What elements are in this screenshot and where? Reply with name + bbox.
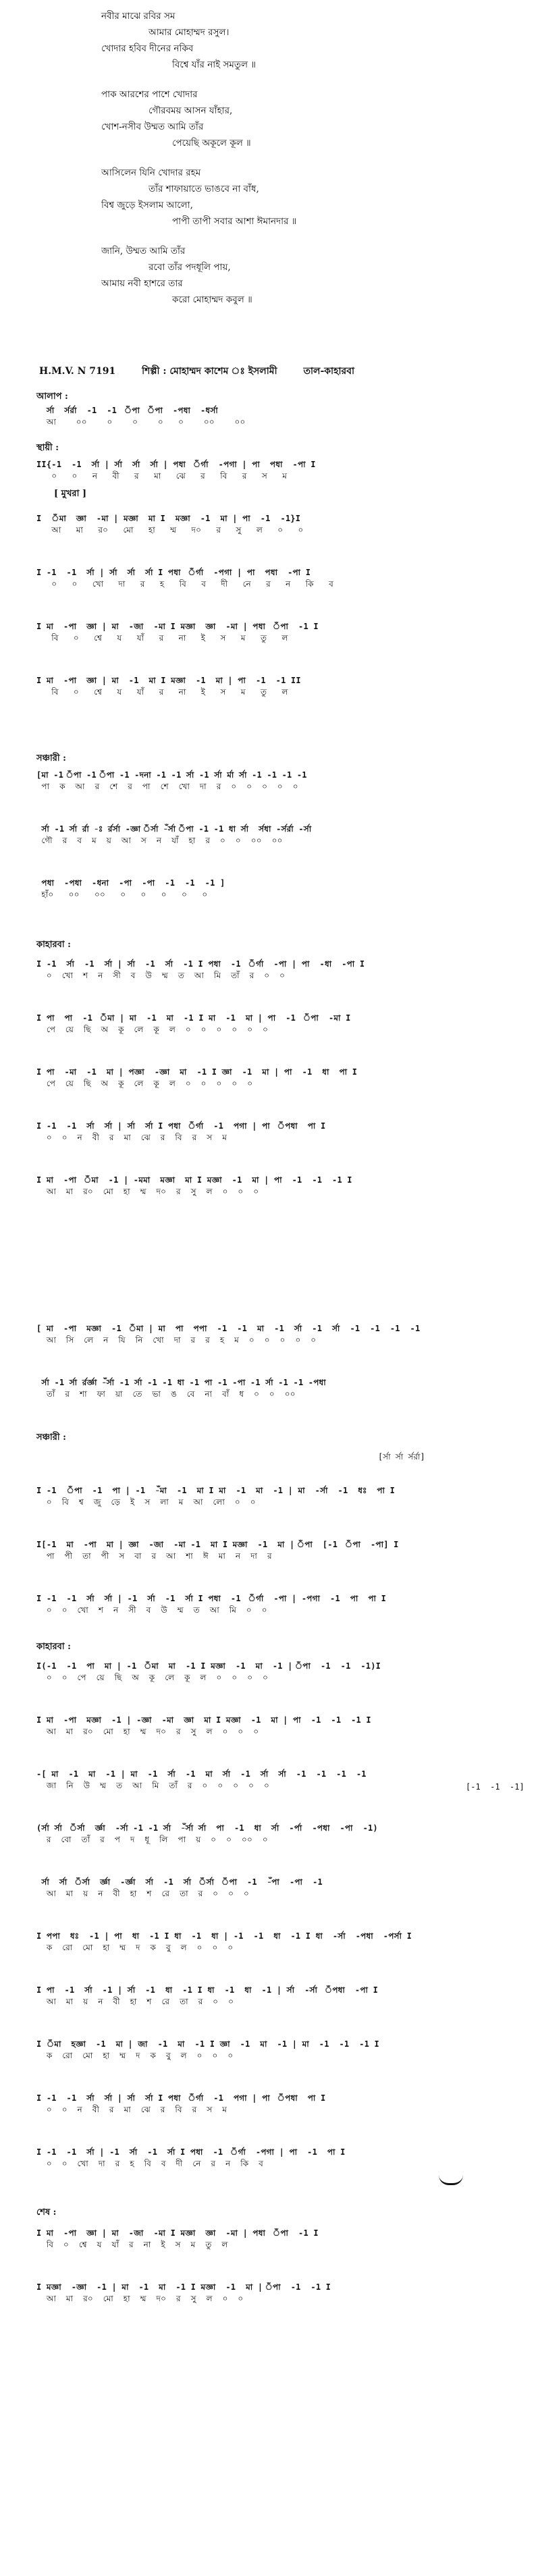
swara-line: র্সা -1 র্সা র্রা -ঃ র্রর্সা -জ্ঞা ঁর্সা -ঁর্সা ঁপা -1 -1 ধা র্সা র্সধা -র্সর্রা -র্সা [36, 824, 312, 834]
swara-line: I মা -পা জ্ঞা | মা -জা -মা I মজ্ঞা জ্ঞা -মা | পধা ঁপা -1 I [36, 2228, 319, 2238]
notation-row [36, 2147, 509, 2170]
swara-line: I[-1 মা -পা মা | জ্ঞা -জা -মা -1 মা I মজ্ঞা -1 মা | ঁপা [-1 ঁপা -পা] I [36, 1540, 399, 1549]
syllable-line: হাঁ০ ০০ ০০ ০ ০ ০ ০ ০ [36, 890, 208, 899]
swara-line: (র্সা র্সা ঁর্সা র্জ্ঞা -র্সা -1 -1 র্সা -ঁর্সা র্সা পা -1 ধা র্সা -র্পা -পধা -পা -1) [36, 1823, 378, 1833]
notation-row [36, 1823, 509, 1846]
syllable-line: ক রো মো হা ম্ম দ ক বু ল ০ ০ ০ [36, 1943, 234, 1952]
notation-row [36, 1377, 509, 1400]
swara-line: I -1 র্সা -1 র্সা | র্সা -1 র্সা -1 I পধা -1 ঁর্গা -পা | পা -ধা -পা I [36, 959, 365, 969]
notation-row [36, 405, 509, 428]
swara-line: I পপা ধঃ -1 | পা ধা -1 I ধা -1 ধা | -1 -1 ধা -1 I ধা -র্সা -পধা -পর্সা I [36, 1931, 412, 1941]
lyric-line: তাঁর শাফায়াতে ভাঙবে না বাঁধ, [148, 184, 259, 194]
swara-line: I মা -পা জ্ঞা | মা -জা -মা I মজ্ঞা জ্ঞা -মা | পধা ঁপা -1 I [36, 622, 319, 631]
notation-row [36, 2039, 509, 2062]
syllable-line: বি ০ শ্বে য যাঁ র না ই স ম তু ল [36, 687, 288, 697]
notation-row [36, 567, 509, 590]
notation-row [36, 1485, 509, 1508]
notation-row [36, 770, 509, 793]
syllable-line: ০ ০ খো দা র হ বি ব দী নে র ন কি ব [36, 2159, 264, 2168]
notation-row [36, 1323, 509, 1346]
record-number: H.M.V. N 7191 [39, 366, 116, 377]
syllable-line: আ ০০ ০ ০ ০ ০ ০০ ০০ [36, 417, 246, 427]
tala-name: তাল-কাহারবা [303, 366, 355, 377]
syllable-line: আ মা য় ন বী হা শ রে তা র ০ ০ [36, 1997, 234, 2006]
lyric-line: আমায় নবী হাশরে তার [101, 278, 183, 289]
swara-line: পধা -পধা -ধনা -পা -পা -1 -1 -1 ] [36, 878, 225, 888]
syllable-line: ০ খো শ ন সী ব উ ম্ম ত আ মি তাঁ র ০ ০ [36, 971, 286, 980]
notation-row [36, 1769, 509, 1792]
notation-row [36, 675, 509, 698]
lyric-line: গৌরবময় আসন যাঁহার, [148, 105, 233, 116]
syllable-line: ০ ০ ন বী র মা ঝে র বি র স ম [36, 471, 288, 481]
lyric-line: বিশ্ব জুড়ে ইসলাম আলো, [101, 200, 193, 211]
syllable-line: ০ ০ পে য়ে ছি অ কূ লে কূ ল ০ ০ ০ ০ [36, 1673, 269, 1682]
lyric-line: আমার মোহাম্মদ রসুল। [148, 27, 230, 38]
syllable-line: ০ ০ খো দা র হ বি ব দী নে র ন কি ব [36, 579, 333, 589]
swara-line: র্সা -1 র্সা র্রর্জ্ঞা -ঁর্সা -1 র্সা -1 -1 ধা -1 পা -1 -পা -1 র্সা -1 -1 -পধা [36, 1378, 326, 1387]
singer-credit: শিল্পী : মোহাম্মদ কাশেম ঃ ইসলামী [142, 366, 277, 377]
swara-line: I -1 -1 র্সা | -1 র্সা -1 র্সা I পধা -1 ঁর্গা -পগা | পা -1 পা I [36, 2147, 346, 2157]
swara-line: I পা -1 র্সা -1 | র্সা -1 ধা -1 I ধা -1 ধা -1 | র্সা -র্সা ঁপধা -পা I [36, 1985, 379, 1995]
lyric-line: জানি, উম্মত আমি তাঁর [101, 246, 186, 257]
swara-line: I -1 -1 র্সা র্সা | -1 র্সা -1 র্সা I পধা -1 ঁর্গা -পা | -পগা -1 পা পা I [36, 1594, 387, 1603]
swara-line: I পা পা -1 ঁমা | মা -1 মা -1 I মা -1 মা | পা -1 ঁপা -মা I [36, 1013, 351, 1023]
swara-line: -[ মা -1 মা -1 | মা -1 র্সা -1 মা র্সা -1 র্সা র্সা -1 -1 -1 -1 [36, 1769, 367, 1779]
syllable-line: আ মা র০ মো হা ম্ম দ০ র সু ল ০ ০ [36, 2294, 244, 2303]
syllable-line: পা পী তা পী স বা র আ শা ঈ মা ন দা র [36, 1551, 272, 1561]
syllable-line: আ মা র০ মো হা ম্ম দ০ র সু ল ০ ০ ০ [36, 1727, 259, 1736]
swara-line: I -1 -1 র্সা র্সা | র্সা র্সা I পধা ঁর্গা -1 পগা | পা ঁপধা পা I [36, 1121, 326, 1131]
notation-row [36, 2228, 509, 2251]
notation-row [36, 824, 509, 847]
notation-row [36, 621, 509, 644]
notation-row [36, 1539, 509, 1562]
lyric-line: খোশ-নসীব উম্মত আমি তাঁর [101, 122, 204, 132]
notation-row [36, 2093, 509, 2116]
bracket-note-2: [-1 -1 -1] [466, 1782, 524, 1792]
syllable-line: ০ বি শ্ব জু ড়ে ই স লা ম আ লো ০ ০ [36, 1497, 256, 1507]
lyric-block [101, 8, 506, 321]
lyric-line: করো মোহাম্মদ কবুল ॥ [172, 294, 252, 305]
notation-row [36, 878, 509, 901]
lyric-line: খোদার হবিব দীনের নকিব [101, 43, 194, 54]
lyric-line: নবীর মাঝে রবির সম [101, 11, 176, 22]
notation-row [36, 1877, 509, 1900]
notation-row [36, 1985, 509, 2008]
swara-line: I পা -মা -1 মা | পজ্ঞা -জ্ঞা মা -1 I জ্ঞা -1 মা | পা -1 ধা পা I [36, 1067, 358, 1077]
lyric-stanza [101, 8, 506, 73]
syllable-line: গৌ র ব ম য় আ স ন যাঁ হা র ০ ০ ০০ ০০ [36, 836, 283, 845]
syllable-line: আ সি লে ন যি নি খো দা র র হ ম ০ ০ ০ ০ ০ [36, 1335, 317, 1345]
section-sanchari: সঞ্চারী : [36, 753, 66, 763]
syllable-line: বি ০ শ্বে য যাঁ র না ই স ম তু ল [36, 633, 288, 643]
section-antara2: কাহারবা : [36, 1642, 71, 1652]
lyric-line: পাক আরশের পাশে খোদার [101, 89, 198, 100]
section-alap: আলাপ : [36, 392, 68, 402]
syllable-line: জা নি উ ম্ম ত আ মি তাঁ র ০ ০ ০ ০ ০ [36, 1781, 269, 1790]
lyric-line: আসিলেন যিনি খোদার রহম [101, 167, 201, 178]
notation-row [36, 1931, 509, 1954]
notation-row [36, 2282, 509, 2305]
swara-line: র্সা র্সর্রা -1 -1 ঁপা ঁপা -পধা -ধর্সা [36, 406, 218, 415]
section-sanchari-2: সঞ্চারী : [36, 1432, 66, 1443]
swara-line: I মজ্ঞা -জ্ঞা -1 | মা -1 মা -1 I মজ্ঞা -1 মা | ঁপা -1 -1 I [36, 2282, 331, 2292]
swara-line: I -1 -1 র্সা | র্সা র্সা র্সা I পধা ঁর্গা -পগা | পা পধা -পা I [36, 568, 311, 577]
syllable-line: বি ০ শ্বে য যাঁ র না ই স ম তু ল [36, 2240, 228, 2249]
syllable-line: পে য়ে ছি অ কূ লে কূ ল ০ ০ ০ ০ ০ ০ [36, 1025, 269, 1034]
swara-line: I মা -পা জ্ঞা | মা -1 মা I মজ্ঞা -1 মা | পা -1 -1 II [36, 676, 301, 685]
lyric-line: বিশ্বে যাঁর নাই সমতুল ॥ [172, 59, 256, 70]
syllable-line: আ মা র০ মো হা ম্ম দ০ র সু ল ০ ০ ০ [36, 1187, 259, 1196]
syllable-line: ০ ০ খো শ ন সী ব উ ম্ম ত আ মি ০ ০ [36, 1605, 267, 1615]
syllable-line: আ মা র০ মো হা ম্ম দ০ র সু ল ০ ০ [36, 525, 304, 535]
swara-line: [ মা -পা মজ্ঞা -1 ঁমা | মা পা পপা -1 -1 মা -1 র্সা -1 র্সা -1 -1 -1 -1 [36, 1324, 421, 1333]
notation-row [36, 1121, 509, 1144]
notation-row [36, 459, 509, 482]
syllable-line: র বো তাঁ র প দ ধূ লি পা য় ০ ০ ০০ ০ [36, 1835, 268, 1844]
syllable-line: তাঁ র শা ফা য়া তে ভা ঙ বে না বাঁ ধ ০ ০ ০০ [36, 1389, 296, 1399]
syllable-line: ০ ০ ন বী র মা ঝে র বি র স ম [36, 2105, 227, 2114]
syllable-line: পে য়ে ছি অ কূ লে কূ ল ০ ০ ০ ০ ০ [36, 1079, 253, 1088]
lyric-line: রবো তাঁর পদধূলি পায়, [148, 262, 231, 273]
record-meta [39, 363, 512, 379]
syllable-line: আ মা য় ন বী হা শ রে তা র ০ ০ ০ [36, 1889, 249, 1898]
section-shesh: শেষ : [36, 2207, 57, 2218]
swara-line: র্সা র্সা ঁর্সা র্জ্ঞা -র্জ্ঞা র্সা -1 র্সা ঁর্সা ঁপা -1 -ঁপা -পা -1 [36, 1877, 323, 1887]
syllable-line: ০ ০ ন বী র মা ঝে র বি র স ম [36, 1133, 227, 1142]
section-antara1: কাহারবা : [36, 940, 71, 950]
notation-row [36, 1175, 509, 1198]
swara-line: I মা -পা মজ্ঞা -1 | -জ্ঞা -মা জ্ঞা মা I মজ্ঞা -1 মা | পা -1 -1 -1 I [36, 1715, 371, 1725]
swara-line: I(-1 -1 পা মা | -1 ঁমা মা -1 I মজ্ঞা -1 মা -1 | ঁপা -1 -1 -1)I [36, 1661, 381, 1671]
swara-line: I -1 -1 র্সা র্সা | র্সা র্সা I পধা ঁর্গা -1 পগা | পা ঁপধা পা I [36, 2093, 326, 2103]
syllable-line: পা ক আ র শে র পা শে খো দা র ০ ০ ০ ০ ০ [36, 782, 298, 791]
notation-row [36, 513, 509, 536]
swara-line: I ঁমা জ্ঞা -মা | মজ্ঞা মা I মজ্ঞা -1 মা | পা -1 -1}I [36, 514, 301, 523]
bracket-note: [র্সা র্সা র্সর্রা] [378, 1452, 425, 1461]
swara-line: [মা -1 ঁপা -1 ঁপা -1 -দনা -1 -1 র্সা -1 র্সা র্মা র্সা -1 -1 -1 -1 [36, 770, 307, 780]
notation-row [36, 1593, 509, 1616]
swara-line: II{-1 -1 র্সা | র্সা র্সা র্সা | পধা ঁর্গা -পগা | পা পধা -পা I [36, 460, 316, 469]
notation-row [36, 959, 509, 982]
lyric-stanza [101, 243, 506, 308]
lyric-stanza [101, 165, 506, 230]
lyric-stanza [101, 86, 506, 151]
swara-line: I -1 ঁপা -1 পা | -1 -ঁমা -1 মা I মা -1 মা -1 | মা -র্সা -1 ধঃ পা I [36, 1486, 396, 1495]
swara-line: I মা -পা ঁমা -1 | -মমা মজ্ঞা মা I মজ্ঞা -1 মা | পা -1 -1 -1 I [36, 1175, 352, 1185]
section-sthayi: স্থায়ী : [36, 443, 59, 453]
notation-row [36, 1067, 509, 1090]
section-mukhra: [ মুখরা ] [54, 489, 87, 499]
lyric-line: পেয়েছি অকূলে কূল ॥ [172, 138, 251, 149]
swara-line: I ঁমা হজ্ঞা -1 মা | জা -1 মা -1 I জ্ঞা -1 মা -1 | মা -1 -1 -1 I [36, 2039, 379, 2049]
notation-row [36, 1661, 509, 1684]
notation-row [36, 1013, 509, 1036]
slur-mark [439, 2175, 463, 2185]
notation-row [36, 1715, 509, 1738]
syllable-line: ক রো মো হা ম্ম দ ক বু ল ০ ০ ০ [36, 2051, 234, 2060]
lyric-line: পাপী তাপী সবার আশা ঈমানদার ॥ [172, 216, 297, 227]
